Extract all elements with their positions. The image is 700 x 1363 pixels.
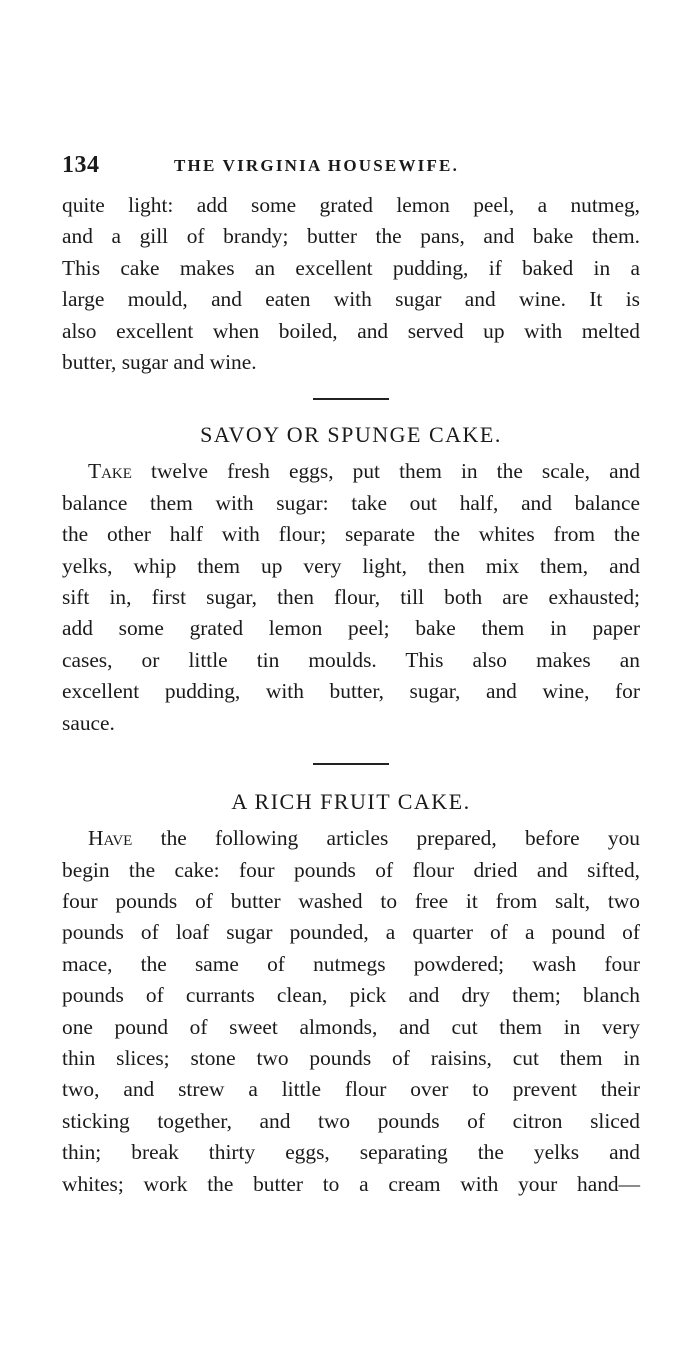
- text-line: [62, 823, 640, 854]
- text-line: excellent pudding, with butter, sugar, and wine, for: [62, 679, 640, 704]
- first-line-rest: twelve fresh eggs, put them in the scale, and: [131, 459, 640, 484]
- recipe-paragraph-fruit-cake: [62, 823, 640, 1200]
- book-page: [62, 150, 640, 1200]
- recipe-paragraph-savoy-cake: [62, 456, 640, 739]
- text-line: pounds of loaf sugar pounded, a quarter of a pound of: [62, 920, 640, 945]
- text-line: begin the cake: four pounds of flour dried and sifted,: [62, 857, 640, 882]
- text-line: mace, the same of nutmegs powdered; wash four: [62, 951, 640, 976]
- section-title-fruit-cake: A RICH FRUIT CAKE.: [231, 789, 471, 815]
- running-head: [62, 150, 640, 184]
- text-line: whites; work the butter to a cream with your hand—: [62, 1171, 640, 1196]
- section-divider: [313, 763, 389, 765]
- text-line: sauce.: [62, 710, 115, 735]
- text-line: cases, or little tin moulds. This also makes an: [62, 647, 640, 672]
- text-line: quite light: add some grated lemon peel, a nutmeg,: [62, 193, 640, 217]
- text-line: butter, sugar and wine.: [62, 350, 257, 375]
- text-line: four pounds of butter washed to free it from salt, two: [62, 888, 640, 913]
- continuation-paragraph: [62, 190, 640, 378]
- text-line: thin; break thirty eggs, separating the yelks and: [62, 1140, 640, 1165]
- page-number: 134: [62, 152, 100, 178]
- text-line: add some grated lemon peel; bake them in paper: [62, 616, 640, 641]
- text-line: sift in, first sugar, then flour, till both are exhausted;: [62, 585, 640, 610]
- section-divider: [313, 398, 389, 400]
- text-line: thin slices; stone two pounds of raisins, cut them in: [62, 1045, 640, 1070]
- text-line: yelks, whip them up very light, then mix them, and: [62, 553, 640, 578]
- text-line: the other half with flour; separate the whites from the: [62, 522, 640, 547]
- lead-word: Take: [88, 459, 132, 484]
- text-line: and a gill of brandy; butter the pans, and bake them.: [62, 224, 640, 249]
- text-line: one pound of sweet almonds, and cut them in very: [62, 1014, 640, 1039]
- section-title-savoy-cake: SAVOY OR SPUNGE CAKE.: [200, 422, 502, 448]
- text-line: large mould, and eaten with sugar and wine. It is: [62, 287, 640, 312]
- text-line: also excellent when boiled, and served up with melted: [62, 318, 640, 343]
- text-line: sticking together, and two pounds of citron sliced: [62, 1108, 640, 1133]
- text-line: pounds of currants clean, pick and dry them; blanch: [62, 983, 640, 1008]
- text-line: balance them with sugar: take out half, and balance: [62, 490, 640, 515]
- text-line: two, and strew a little flour over to prevent their: [62, 1077, 640, 1102]
- lead-word: Have: [88, 826, 133, 851]
- running-title: THE VIRGINIA HOUSEWIFE.: [174, 156, 460, 175]
- first-line-rest: the following articles prepared, before you: [132, 826, 640, 851]
- text-line: [62, 456, 640, 487]
- text-line: This cake makes an excellent pudding, if baked in a: [62, 255, 640, 280]
